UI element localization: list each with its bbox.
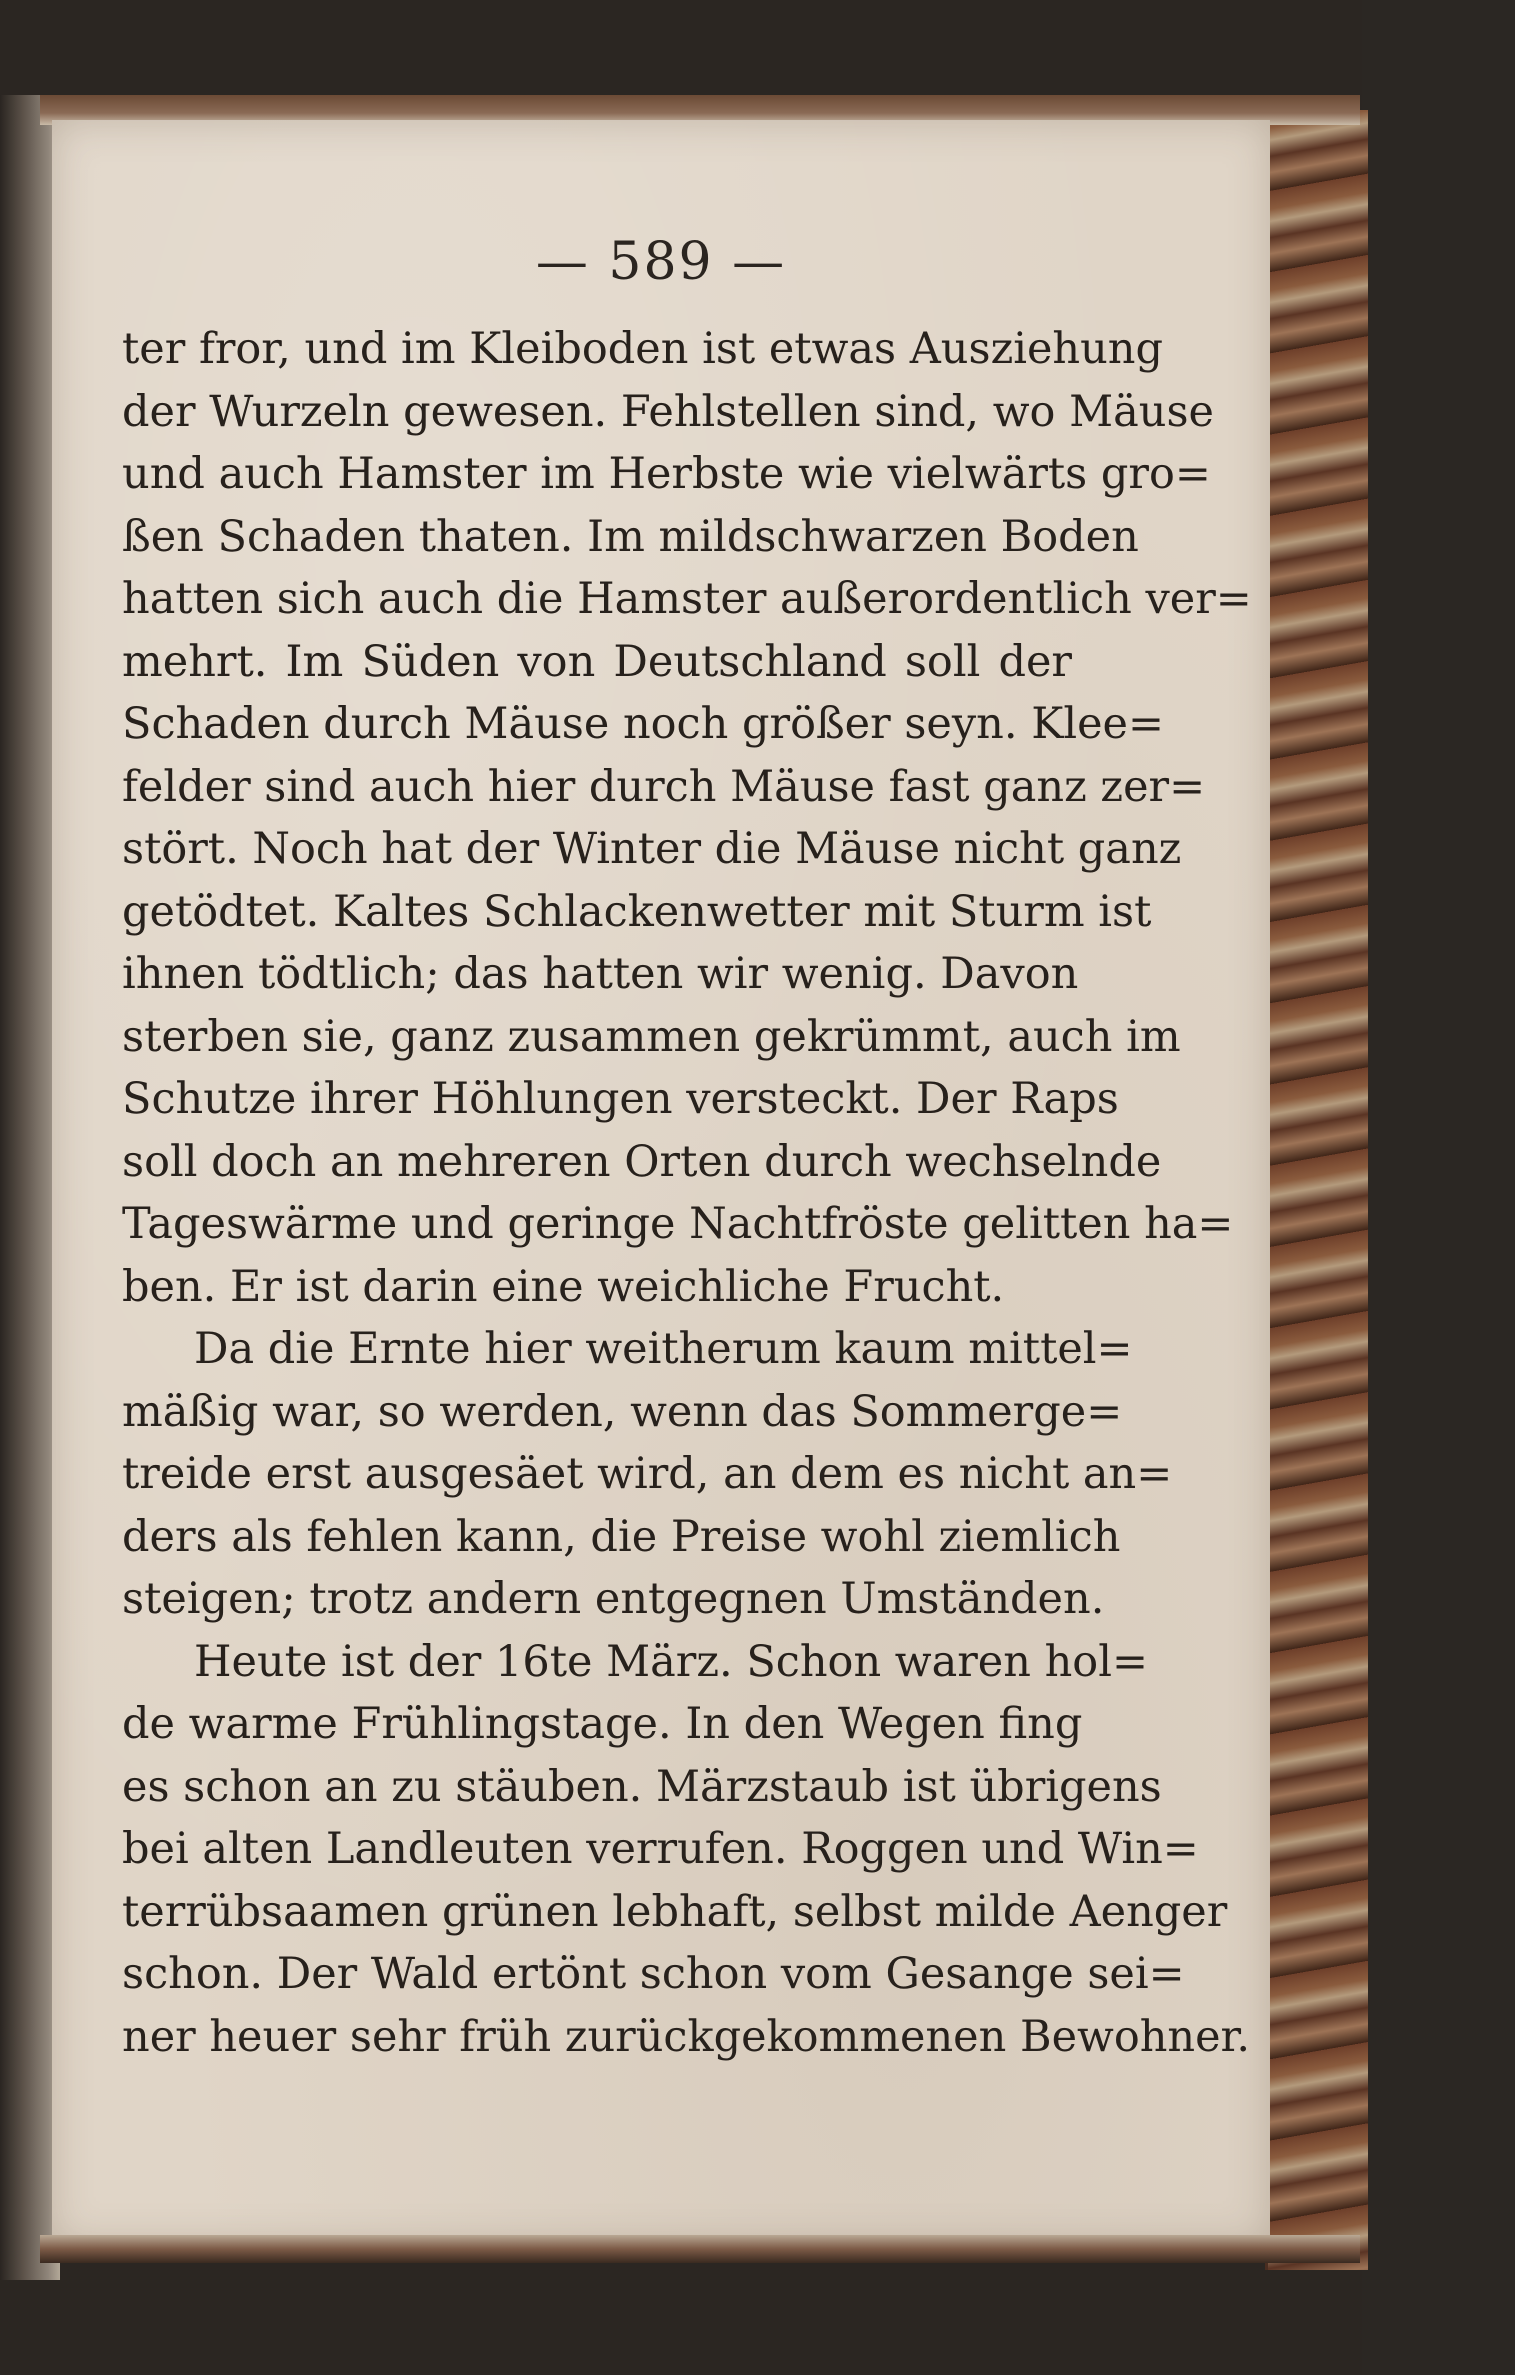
text-line: getödtet. Kaltes Schlackenwetter mit Sturm ist [122, 886, 1152, 937]
text-line: ter fror, und im Kleiboden ist etwas Ausziehung [122, 324, 1164, 374]
text-line: mehrt. Im Süden von Deutschland soll der [122, 636, 1072, 687]
text-line: Schutze ihrer Höhlungen versteckt. Der Raps [122, 1074, 1119, 1124]
text-line: sterben sie, ganz zusammen gekrümmt, auch im [122, 1011, 1181, 1062]
text-line: ders als fehlen kann, die Preise wohl ziemlich [122, 1511, 1121, 1562]
text-line: steigen; trotz andern entgegnen Umständen. [122, 1574, 1105, 1624]
page-number: — 589 — [535, 232, 787, 292]
text-line: ben. Er ist darin eine weichliche Frucht. [122, 1261, 1005, 1312]
text-line: ner heuer sehr früh zurückgekommenen Bewohner. [122, 2011, 1251, 2062]
text-line: soll doch an mehreren Orten durch wechselnde [122, 1136, 1162, 1187]
text-line: Da die Ernte hier weitherum kaum mittel= [194, 1324, 1133, 1374]
text-line: treide erst ausgesäet wird, an dem es nicht an= [122, 1449, 1173, 1499]
text-line: mäßig war, so werden, wenn das Sommerge= [122, 1386, 1123, 1437]
text-line: ßen Schaden thaten. Im mildschwarzen Boden [122, 511, 1139, 562]
text-line: der Wurzeln gewesen. Fehlstellen sind, wo Mäuse [122, 386, 1214, 437]
text-line: stört. Noch hat der Winter die Mäuse nicht ganz [122, 824, 1182, 874]
text-line: ihnen tödtlich; das hatten wir wenig. Davon [122, 949, 1079, 999]
text-line: terrübsaamen grünen lebhaft, selbst milde Aenger [122, 1886, 1228, 1937]
text-line: felder sind auch hier durch Mäuse fast ganz zer= [122, 761, 1206, 812]
text-line: Tageswärme und geringe Nachtfröste gelitten ha= [122, 1199, 1234, 1249]
text-line: Heute ist der 16te März. Schon waren hol= [194, 1636, 1148, 1687]
text-line: de warme Frühlingstage. In den Wegen fing [122, 1699, 1083, 1749]
bottom-page-edge [40, 2235, 1360, 2263]
text-line: hatten sich auch die Hamster außerordentlich ver= [122, 574, 1252, 624]
text-line: und auch Hamster im Herbste wie vielwärts gro= [122, 449, 1211, 499]
left-page-edge [0, 95, 60, 2280]
text-line: bei alten Landleuten verrufen. Roggen und Win= [122, 1824, 1199, 1874]
text-line: schon. Der Wald ertönt schon vom Gesange sei= [122, 1949, 1185, 1999]
book-cover-edge [1265, 110, 1368, 2270]
text-line: es schon an zu stäuben. Märzstaub ist übrigens [122, 1761, 1162, 1812]
background-right [1362, 0, 1515, 2375]
text-line: Schaden durch Mäuse noch größer seyn. Klee= [122, 699, 1164, 749]
body-text [122, 318, 1252, 2068]
